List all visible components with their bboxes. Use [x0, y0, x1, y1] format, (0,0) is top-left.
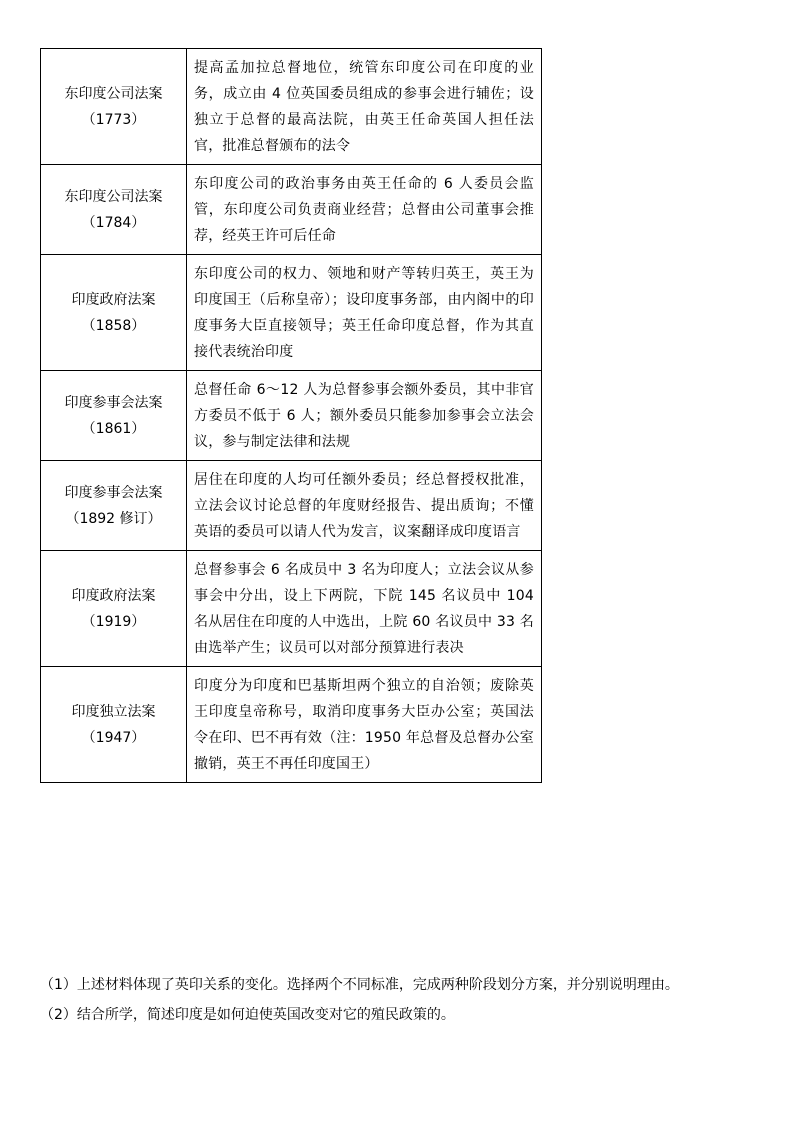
table-row [41, 255, 542, 371]
act-year: （1892 修订） [65, 511, 162, 527]
act-content: 东印度公司的政治事务由英王任命的 6 人委员会监管，东印度公司负责商业经营；总督由公司董事会推荐，经英王许可后任命 [187, 165, 542, 255]
act-year: （1947） [81, 730, 146, 746]
act-year: （1784） [81, 215, 146, 231]
question-2: （2）结合所学，简述印度是如何迫使英国改变对它的殖民政策的。 [40, 1007, 455, 1023]
act-name-cell [41, 551, 187, 667]
act-name: 东印度公司法案 [64, 86, 163, 102]
act-name-cell [41, 371, 187, 461]
act-name-cell [41, 255, 187, 371]
act-name: 印度参事会法案 [64, 395, 163, 411]
act-content: 印度分为印度和巴基斯坦两个独立的自治领；废除英王印度皇帝称号，取消印度事务大臣办公室；英国法令在印、巴不再有效（注：1950 年总督及总督办公室撤销，英王不再任印度国王） [187, 667, 542, 783]
act-name-cell [41, 461, 187, 551]
act-content: 提高孟加拉总督地位，统管东印度公司在印度的业务，成立由 4 位英国委员组成的参事会进行辅佐；设独立于总督的最高法院，由英王任命英国人担任法官，批准总督颁布的法令 [187, 49, 542, 165]
act-content: 居住在印度的人均可任额外委员；经总督授权批准，立法会议讨论总督的年度财经报告、提出质询；不懂英语的委员可以请人代为发言，议案翻译成印度语言 [187, 461, 542, 551]
act-name: 印度独立法案 [71, 704, 156, 720]
question-1: （1）上述材料体现了英印关系的变化。选择两个不同标准，完成两种阶段划分方案，并分别说明理由。 [40, 977, 679, 993]
act-name: 印度政府法案 [71, 588, 156, 604]
act-content: 总督参事会 6 名成员中 3 名为印度人；立法会议从参事会中分出，设上下两院，下院 145 名议员中 104 名从居住在印度的人中选出，上院 60 名议员中 33 名由选举产生；议员可以对部分预算进行表决 [187, 551, 542, 667]
acts-table [40, 48, 542, 783]
questions-section [40, 972, 752, 1029]
act-name-cell [41, 165, 187, 255]
act-year: （1861） [81, 421, 146, 437]
table-row [41, 49, 542, 165]
act-content: 总督任命 6～12 人为总督参事会额外委员，其中非官方委员不低于 6 人；额外委员只能参加参事会立法会议，参与制定法律和法规 [187, 371, 542, 461]
table-row [41, 461, 542, 551]
act-name-cell [41, 667, 187, 783]
table-row [41, 371, 542, 461]
table-row [41, 667, 542, 783]
act-name-cell [41, 49, 187, 165]
act-content: 东印度公司的权力、领地和财产等转归英王，英王为印度国王（后称皇帝）；设印度事务部，由内阁中的印度事务大臣直接领导；英王任命印度总督，作为其直接代表统治印度 [187, 255, 542, 371]
table-row [41, 165, 542, 255]
act-name: 印度政府法案 [71, 292, 156, 308]
act-name: 印度参事会法案 [64, 485, 163, 501]
table-row [41, 551, 542, 667]
act-year: （1919） [81, 614, 146, 630]
act-year: （1773） [81, 112, 146, 128]
act-year: （1858） [81, 318, 146, 334]
act-name: 东印度公司法案 [64, 189, 163, 205]
